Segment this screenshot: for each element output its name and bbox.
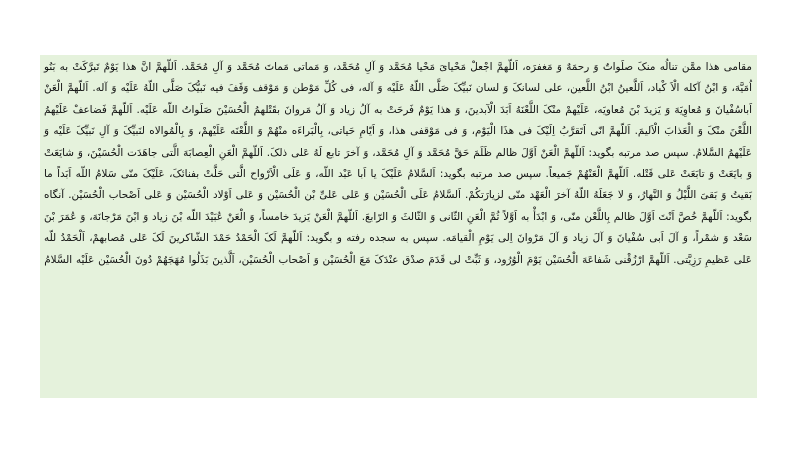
- prayer-body-text: مقامی هذا ممَّن تنالُه منکَ صلَواتٌ وَ رحمَهٌ وَ مَغفرَه، اَللّهمَّ اجْعلْ مَحْیایَ مَحْیا مُحَمَّد وَ آلِ مُحَمَّد، وَ مَماتی مَماتَ مُحَمَّد وَ آلِ مُحَمَّد. اَللّهمَّ انَّ هذا یَوْمٌ تَبرَّکَتْ به بَنُو اُمَیَّهَ، وَ ابْنُ آکله الْاَ کْباد، اَللَّعینُ ابْنُ اللَّعین، علی لسانکَ وَ لسان نَبیِّکَ صَلَّی اللّهُ عَلَیْه وَ آله، فی کُلِّ مَوْطن وَ مَوْقف وَقَفَ فیه نَبیُّکَ صَلَّی اللّهُ عَلَیْه وَ آله. اَللّهمَّ الْعَنْ اَباسُفْیانَ وَ مُعاوِیَهَ وَ یَزیدَ بْنَ مُعاویَه، عَلَیْهمْ منْکَ اللَّعْنَهُ اَبَدَ الْآبدینَ، وَ هذا یَوْمٌ فَرحَتْ به آلُ زیاد وَ آلُ مَروانَ بقَتْلهمُ الْحُسَیْنَ صَلَواتُ اللّه عَلَیْه. اَللّهمَّ فَضاعفْ عَلَیْهمُ اللَّعْنَ منْکَ وَ الْعَذابَ الْاَلیمَ. اَللّهمَّ انّی اَتَقرَّبُ اِلَیْکَ فی هذَا الْیَوْم، وَ فی مَوْقفی هذا، وَ اَیّامِ حَیاتی، بِالْبَراءَه منْهُمْ وَ اللَّعْنَه عَلَیْهمْ، وَ بِالْمُوالاه لنَبیِّکَ وَ آلِ نَبیِّکَ عَلَیْه وَ عَلَیْهمُ السَّلامُ. سپس صد مرتبه بگوید: اَللّهمَّ الْعَنْ اَوَّلَ ظالم ظَلَمَ حَقَّ مُحَمَّد وَ آلِ مُحَمَّد، وَ آخرَ تابع لَهُ عَلی ذلکَ. اَللّهمَّ الْعَنِ الْعِصابَهَ الَّتی جاهَدَت الْحُسَیْنَ، وَ شایَعَتْ وَ بایَعَتْ وَ تابَعَتْ عَلی قَتْله. اَللّهمَّ الْعَنْهُمْ جَمیعاً. سپس صد مرتبه بگوید: اَلسَّلامُ عَلَیْکَ یا اَبا عَبْد اللّه، وَ عَلَی الْاَرْواح الَّتی حَلَّتْ بفنائکَ، عَلَیْکَ منّی سَلامُ اللّه اَبَداً ما بَقیتُ وَ بَقیَ اللَّیْلُ وَ النَّهارُ، وَ لا جَعَلَهُ اللّهُ آخرَ الْعَهْد منّی لزیارَتکُمْ. اَلسَّلامُ عَلَی الْحُسَیْن وَ عَلی عَلیِّ بْن الْحُسَیْن وَ عَلی اَوْلاد الْحُسَیْن وَ عَلی اَصْحاب الْحُسَیْن. آنگاه بگوید: اَللّهمَّ خُصَّ اَنْتَ اَوَّلَ ظالم بِاللَّعْن منّی، وَ ابْدَأْ به اَوَّلاً ثُمَّ الْعَنِ الثّانی وَ الثّالثَ وَ الرّابعَ. اَللّهمَّ الْعَنْ یَزیدَ خامساً، وَ الْعَنْ عُبَیْدَ اللّه بْنَ زیاد وَ ابْنَ مَرْجانَهَ، وَ عُمَرَ بْنَ سَعْد وَ شمْراً، وَ آلَ اَبی سُفْیانَ وَ آلَ زیاد وَ آلَ مَرْوانَ اِلی یَوْمِ الْقیامَه. سپس به سجده رفته و بگوید: اَللّهمَّ لَکَ الْحَمْدُ حَمْدَ الشّاکرینَ لَکَ عَلی مُصابهمْ، اَلْحَمْدُ للّه عَلی عَظیمِ رَزِیَّتی. اَللّهمَّ ارْزُقْنی شَفاعَهَ الْحُسَیْن یَوْمَ الْوُرُود، وَ ثَبِّتْ لی قَدَمَ صدْق عنْدَکَ مَعَ الْحُسَیْن وَ اَصْحاب الْحُسَیْن، اَلَّذینَ بَذَلُوا مُهَجَهُمْ دُونَ الْحُسَیْن عَلَیْه السَّلامُ: [44, 61, 752, 266]
- prayer-text-panel: [40, 55, 757, 398]
